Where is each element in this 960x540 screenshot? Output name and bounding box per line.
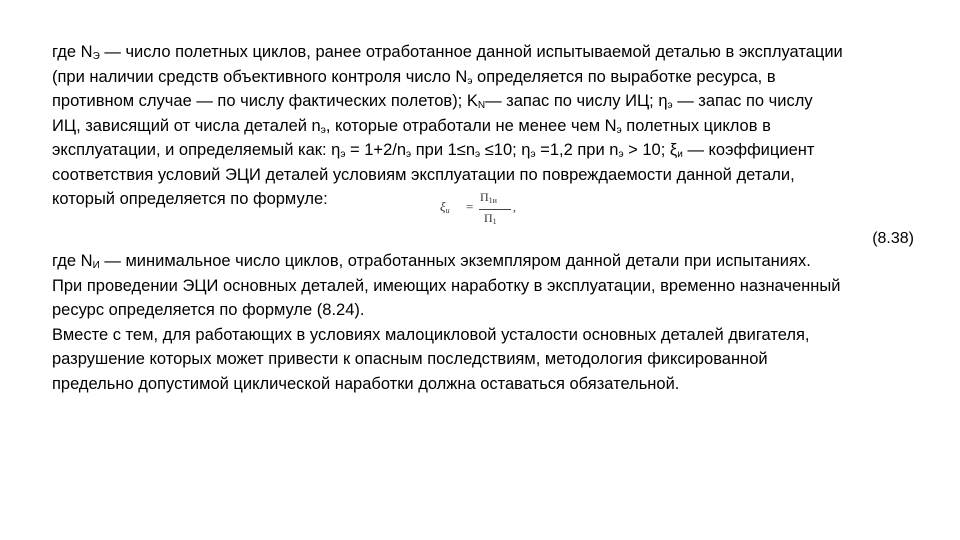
text-segment: определяется по выработке ресурса, в: [472, 67, 776, 86]
text-segment: при 1≤n: [411, 141, 476, 159]
text-segment: ≤10; η: [480, 141, 531, 159]
text-segment: эксплуатации, и определяемый как: η: [52, 141, 341, 159]
subscript: э: [320, 124, 326, 136]
subscript: э: [667, 100, 673, 111]
subscript: и: [677, 149, 683, 160]
subscript: N: [477, 100, 486, 111]
text-segment: противном случае — по числу фактических полетов); K: [52, 92, 478, 110]
subscript: э: [475, 149, 481, 160]
text-line: [52, 40, 922, 65]
formula-denominator: [484, 211, 497, 226]
formula-numerator: [480, 190, 497, 205]
text-line: предельно допустимой циклической наработки должна оставаться обязательной.: [52, 374, 680, 393]
text-segment: = 1+2/n: [345, 141, 407, 159]
formula-symbol: Π: [484, 211, 493, 225]
text-line: соответствия условий ЭЦИ деталей условиям эксплуатации по повреждаемости данной детали,: [52, 165, 795, 184]
text-segment: где N: [52, 43, 93, 61]
text-line: [52, 89, 922, 114]
text-line: разрушение которых может привести к опасным последствиям, методология фиксированной: [52, 350, 768, 368]
subscript: И: [92, 260, 100, 271]
text-segment: полетных циклов в: [621, 116, 771, 135]
formula-symbol: Π: [480, 190, 489, 204]
subscript: э: [467, 75, 473, 87]
subscript: 1: [492, 217, 497, 226]
text-segment: — запас по числу: [672, 92, 813, 110]
text-segment: (при наличии средств объективного контроля число N: [52, 67, 468, 86]
formula-equals: =: [466, 199, 474, 214]
text-segment: > 10; ξ: [623, 141, 678, 159]
subscript: и: [445, 206, 450, 215]
text-segment: ИЦ, зависящий от числа деталей n: [52, 116, 321, 135]
paragraph-definitions: [52, 40, 922, 212]
formula-image: [440, 190, 520, 230]
subscript: 1и: [488, 196, 497, 205]
text-segment: — число полетных циклов, ранее отработанное данной испытываемой деталью в эксплуатации: [99, 43, 843, 61]
formula-xi: [440, 199, 450, 215]
text-line: [52, 249, 922, 274]
subscript: Э: [92, 51, 100, 62]
subscript: э: [530, 149, 536, 160]
text-segment: — коэффициент: [682, 141, 815, 159]
text-line: Вместе с тем, для работающих в условиях малоцикловой усталости основных деталей двигателя,: [52, 325, 810, 344]
text-line: который определяется по формуле:: [52, 190, 328, 208]
subscript: э: [340, 149, 346, 160]
text-segment: — запас по числу ИЦ; η: [485, 92, 668, 110]
text-line: [52, 114, 922, 139]
text-line: [52, 65, 922, 90]
paragraph-conclusion: [52, 249, 922, 396]
subscript: э: [618, 149, 624, 160]
text-segment: — минимальное число циклов, отработанных экземпляром данной детали при испытаниях.: [99, 252, 811, 270]
subscript: э: [616, 124, 622, 136]
text-segment: , которые отработали не менее чем N: [325, 116, 617, 135]
text-segment: =1,2 при n: [535, 141, 619, 159]
formula-symbol: ξ: [440, 199, 446, 214]
text-line: ресурс определяется по формуле (8.24).: [52, 301, 365, 319]
text-segment: где N: [52, 252, 93, 270]
text-line: При проведении ЭЦИ основных деталей, имеющих наработку в эксплуатации, временно назначенный: [52, 276, 841, 295]
fraction-bar: [479, 209, 511, 210]
formula-comma: ,: [513, 200, 516, 214]
subscript: э: [406, 149, 412, 160]
equation-number: (8.38): [872, 230, 914, 247]
text-line: [52, 138, 922, 163]
